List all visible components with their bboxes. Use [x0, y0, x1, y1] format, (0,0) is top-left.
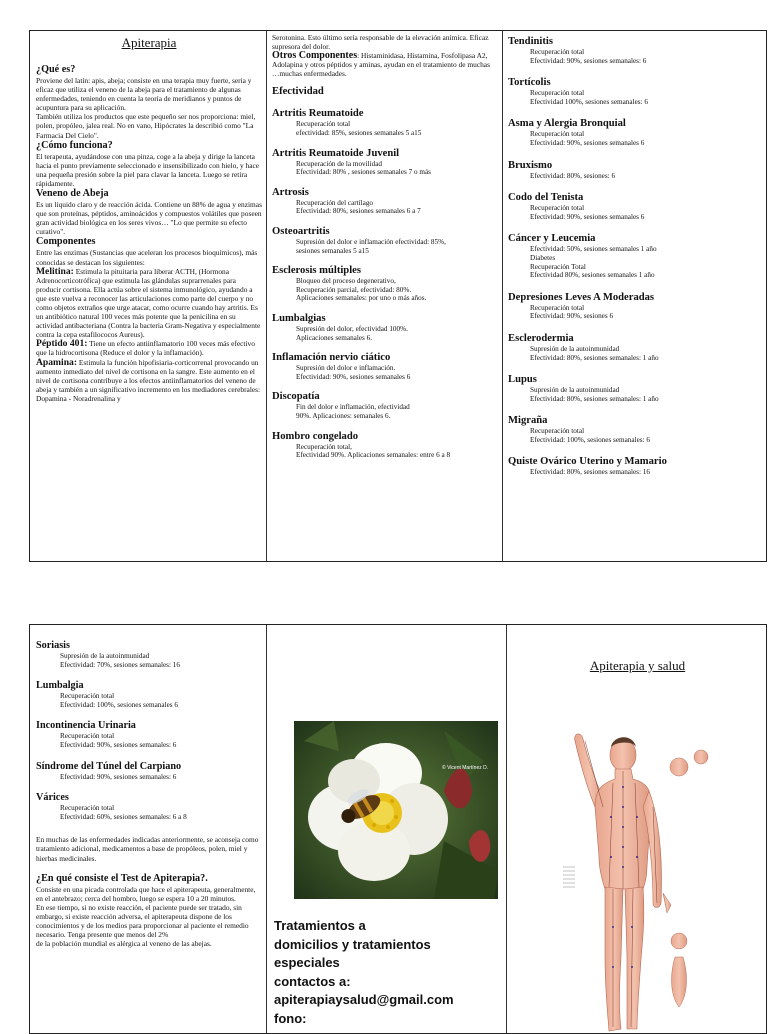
condition-title: Hombro congelado: [272, 430, 359, 442]
column-effectiveness: [272, 33, 496, 561]
term-text: : Histaminidasa, Histamina, Fosfolipasa A2, Adolapina y otros péptidos y aminas, ayudan en el tratamiento de muchas …muchas enfermedades.: [272, 51, 490, 79]
condition-detail: Efectividad: 90%, sesiones semanales: 6: [60, 772, 177, 781]
conditions-list: [36, 639, 262, 821]
condition-detail: Recuperación Total: [530, 262, 586, 271]
condition-detail: Efectividad: 90%, sesiones semanales: 6: [530, 56, 647, 65]
condition-title: Artrosis: [272, 186, 309, 198]
condition-detail: efectividad: 85%, sesiones semanales 5 a15: [296, 129, 422, 138]
photo-credit: © Vicent Martínez D.: [442, 765, 489, 771]
condition-detail: Recuperación total: [530, 130, 585, 139]
contact-line: especiales: [274, 955, 340, 970]
term-text: Estimula la función hipofisiaria-corticorrenal provocando un aumento inmediato del nivel de cortisona en la sangre. Este aumento en el nivel de cortisona contribuye a los efectos antiinflamatorios del veneno de abeja y también a un significativo incremento en los mediadores cerebrales: Dopamina - Noradrenalina y: [36, 357, 261, 403]
condition-title: Artritis Reumatoide: [272, 108, 364, 120]
bee-flower-image: [294, 721, 498, 899]
paragraph: El terapeuta, ayudándose con una pinza, coge a la abeja y dirige la lanceta hacia el punto previamente seleccionado e insensibilizado con hielo, y hace una pequeña presión sobre la piel para clavar la lanceta. Luego se retira rápidamente.: [36, 151, 260, 188]
paragraph: [272, 51, 496, 78]
conditions-list: [272, 107, 496, 459]
condition-detail: Supresión del dolor, efectividad 100%.: [296, 325, 408, 333]
paragraph: [36, 358, 262, 403]
term-heading: Melitina:: [36, 265, 74, 277]
contact-line: fono:: [274, 1010, 307, 1026]
condition-item: [508, 117, 764, 147]
column-contact: [267, 625, 506, 1033]
column-intro: [36, 35, 262, 561]
condition-detail: Efectividad 100%, sesiones semanales: 6: [530, 97, 648, 106]
conditions-list: [508, 35, 764, 477]
cover-title: Apiterapia y salud: [589, 658, 686, 673]
condition-item: [508, 373, 764, 403]
term-heading: Otros Componentes: [272, 50, 358, 62]
condition-detail: Bloqueo del proceso degenerativo,: [296, 277, 396, 286]
term-text: Estimula la pituitaria para liberar ACTH, (Hormona Adrenocorticotrófica) que estimula las glándulas suprarrenales para producir cortisona. Ella actúa sobre el sistema inmunológico, ayudando a que este vuelva a reconocer las articulaciones como parte del cuerpo y no como objetos extraños que urge atacar, como ocurre cuando hay artritis. Es un antibiótico natural 100 veces más potente que la penicilina en su actividad antibacteriana (Contra la bacteria Gram-Negativa y especialmente contra la cepa estafilococos Aureus).: [36, 266, 261, 340]
contact-line: domicilios y tratamientos: [274, 936, 431, 952]
contact-line: contactos a:: [274, 973, 351, 989]
condition-item: [272, 225, 496, 255]
condition-title: Asma y Alergia Bronquial: [508, 118, 626, 130]
condition-item: [36, 679, 262, 709]
paragraph: de la población mundial es alérgica al veneno de las abejas.: [36, 939, 212, 949]
paragraph: En muchas de las enfermedades indicadas anteriormente, se aconseja como tratamiento adicional, medicamentos a base de propóleos, polen, miel y hierbas medicinales.: [36, 835, 259, 863]
paragraph: Entre las enzimas (Sustancias que aceleran los procesos bioquímicos), más conocidas se destacan los siguientes:: [36, 248, 258, 267]
section-heading: Veneno de Abeja: [36, 188, 109, 200]
condition-title: Artritis Reumatoide Juvenil: [272, 147, 400, 159]
paragraph: [36, 339, 262, 357]
condition-item: [508, 191, 764, 221]
condition-item: [272, 264, 496, 303]
contact-info: [274, 917, 506, 1028]
condition-title: Lupus: [508, 374, 537, 386]
term-text: Tiene un efecto antiinflamatorio 100 veces más efectivo que la hidrocortisona (Reduce el dolor y la inflamación).: [36, 339, 255, 358]
condition-detail: Supresión de la autoinmunidad: [530, 386, 620, 395]
condition-detail: Efectividad: 80%, sesiones semanales 6 a 7: [296, 207, 421, 216]
condition-item: [36, 719, 262, 749]
condition-item: [508, 414, 764, 444]
bottom-brochure-panel: [29, 624, 767, 1034]
column-more-conditions: [36, 639, 262, 1033]
condition-item: [508, 332, 764, 362]
condition-title: Lumbalgia: [36, 680, 84, 692]
condition-detail: Recuperación parcial, efectividad: 80%.: [296, 285, 412, 294]
paragraph: [36, 267, 262, 340]
condition-detail: Supresión del dolor e inflamación.: [296, 364, 396, 373]
condition-detail: Efectividad 90%. Aplicaciones semanales: entre 6 a 8: [296, 451, 451, 460]
contact-email[interactable]: apiterapiaysalud@gmail.com: [274, 992, 454, 1007]
condition-detail: Efectividad: 80%, sesiones semanales: 1 año: [530, 353, 659, 362]
condition-detail: Efectividad: 80%, sesiones: 6: [530, 171, 616, 180]
condition-detail: sesiones semanales 5 a15: [296, 246, 369, 255]
condition-title: Depresiones Leves A Moderadas: [508, 291, 655, 303]
section-heading: Efectividad: [272, 86, 324, 98]
condition-detail: Recuperación total: [530, 89, 585, 98]
condition-item: [272, 147, 496, 177]
condition-detail: Recuperación total: [530, 204, 585, 213]
condition-detail: Efectividad: 80%, sesiones semanales: 1 año: [530, 394, 659, 403]
condition-title: Lumbalgias: [272, 313, 326, 324]
condition-item: [272, 351, 496, 381]
condition-title: Cáncer y Leucemia: [508, 233, 596, 245]
condition-title: Inflamación nervio ciático: [272, 352, 391, 364]
condition-title: Esclerodermia: [508, 332, 574, 344]
condition-detail: Supresión del dolor e inflamación efectividad: 85%,: [296, 238, 446, 247]
condition-detail: Recuperación total: [60, 732, 115, 741]
condition-item: [508, 232, 764, 279]
condition-title: Tendinitis: [508, 36, 553, 47]
condition-title: Codo del Tenista: [508, 192, 584, 204]
condition-title: Esclerosis múltiples: [272, 265, 361, 277]
condition-item: [272, 312, 496, 342]
divider-line: [266, 31, 267, 561]
condition-detail: Efectividad: 90%, sesiones semanales 6: [530, 212, 645, 221]
condition-item: [36, 791, 262, 821]
contact-line: Tratamientos a: [274, 918, 366, 933]
condition-detail: Recuperación total: [60, 692, 115, 701]
section-heading: Componentes: [36, 236, 96, 248]
condition-detail: Recuperación de la movilidad: [296, 159, 383, 168]
condition-item: [36, 760, 262, 782]
condition-item: [272, 430, 496, 460]
condition-detail: Recuperación total: [60, 804, 115, 813]
condition-item: [508, 76, 764, 106]
condition-detail: Supresión de la autoinmunidad: [60, 652, 150, 660]
divider-line: [502, 31, 503, 561]
condition-detail: Aplicaciones semanales 6.: [296, 333, 373, 342]
condition-title: Síndrome del Túnel del Carpiano: [36, 760, 182, 772]
condition-detail: Recuperación total: [296, 120, 351, 129]
section-heading: ¿Qué es?: [36, 64, 76, 75]
column-cover: [507, 625, 767, 1033]
condition-title: Bruxismo: [508, 159, 553, 171]
condition-item: [272, 390, 496, 420]
condition-detail: Recuperación del cartílago: [296, 198, 374, 207]
condition-detail: Recuperación total: [530, 48, 585, 56]
condition-title: Incontinencia Urinaria: [36, 720, 136, 732]
acupuncture-figure-image: [529, 727, 725, 1033]
paragraph: También utiliza los productos que este pequeño ser nos proporciona: miel, polen, propóleo, jalea real. No en vano, Hipócrates la describió como "La Farmacia Del Cielo".: [36, 112, 256, 140]
column-conditions: [508, 35, 764, 561]
condition-detail: Supresión de la autoinmunidad: [530, 344, 620, 353]
page-title: Apiterapia: [121, 35, 177, 50]
condition-detail: Efectividad: 90%, sesiones semanales: 6: [60, 740, 177, 749]
condition-detail: Diabetes: [530, 253, 556, 262]
term-heading: Péptido 401:: [36, 338, 88, 350]
condition-detail: Efectividad: 100%, sesiones semanales: 6: [530, 435, 650, 444]
condition-detail: Recuperación total: [530, 303, 585, 312]
condition-item: [508, 455, 764, 477]
condition-item: [508, 291, 764, 321]
condition-detail: Fin del dolor e inflamación, efectividad: [296, 403, 410, 412]
paragraph: En ese tiempo, si no existe reacción, el paciente puede ser tratado, sin embargo, si existe reacción adversa, el apiterapeuta dispone de los conocimientos y de los medios para proporcionar al paciente el remedio necesario. Tenga presente que menos del 2%: [36, 902, 249, 940]
condition-title: Discopatía: [272, 391, 320, 403]
condition-item: [508, 159, 764, 181]
condition-title: Soriasis: [36, 640, 70, 651]
condition-detail: Efectividad: 50%, sesiones semanales 1 año: [530, 245, 657, 254]
condition-detail: 90%. Aplicaciones: semanales 6.: [296, 411, 391, 420]
condition-detail: Recuperación total,: [296, 442, 352, 451]
bee-on-flower-photo: [294, 721, 498, 899]
condition-item: [36, 639, 262, 669]
paragraph: Proviene del latín: apis, abeja; consiste en una terapia muy fuerte, seria y eficaz que utiliza el veneno de la abeja para el tratamiento de algunas enfermedades, teniendo en cuenta la teoría de meridianos y puntos de acupuntura para su aplicación.: [36, 76, 252, 113]
condition-detail: Efectividad: 90%, sesiones 6: [530, 312, 614, 321]
condition-title: Várices: [36, 792, 69, 804]
top-brochure-panel: [29, 30, 767, 562]
paragraph: Consiste en una picada controlada que hace el apiterapeuta, generalmente, en el antebrazo; cerca del hombro, luego se espera 10 a 20 minutos.: [36, 884, 256, 903]
condition-title: Tortícolis: [508, 77, 551, 89]
section-heading: ¿En qué consiste el Test de Apiterapia?.: [36, 872, 208, 884]
condition-title: Migraña: [508, 415, 548, 427]
condition-detail: Efectividad: 80%, sesiones semanales: 16: [530, 468, 650, 477]
condition-detail: Aplicaciones semanales: por uno o más años.: [296, 294, 427, 303]
paragraph: Es un líquido claro y de reacción ácida. Contiene un 88% de agua y enzimas que son proteínas, péptidos, aminoácidos y compuestos volátiles que poseen gran actividad biológica en los seres vivos… "Lo que permite su efecto curativo".: [36, 200, 262, 237]
condition-detail: Efectividad: 90%, sesiones semanales 6: [530, 138, 645, 147]
condition-item: [272, 107, 496, 137]
paragraph: Serotonina. Esto último sería responsable de la elevación anímica. Eficaz supresora del dolor.: [272, 33, 489, 52]
acupuncture-body-icon: [529, 727, 725, 1033]
condition-detail: Efectividad: 70%, sesiones semanales: 16: [60, 660, 180, 669]
condition-detail: Efectividad: 80% , sesiones semanales 7 o más: [296, 168, 431, 177]
condition-title: Osteoartritis: [272, 226, 330, 238]
condition-detail: Recuperación total: [530, 427, 585, 436]
condition-detail: Efectividad 80%, sesiones semanales 1 año: [530, 271, 655, 280]
condition-item: [508, 35, 764, 65]
condition-detail: Efectividad: 90%, sesiones semanales 6: [296, 372, 411, 381]
condition-detail: Efectividad: 60%, sesiones semanales: 6 a 8: [60, 812, 187, 821]
condition-detail: Efectividad: 100%, sesiones semanales 6: [60, 700, 178, 709]
condition-title: Quiste Ovárico Uterino y Mamario: [508, 456, 667, 468]
section-heading: ¿Cómo funciona?: [36, 139, 113, 151]
condition-item: [272, 186, 496, 216]
term-heading: Apamina:: [36, 356, 78, 368]
